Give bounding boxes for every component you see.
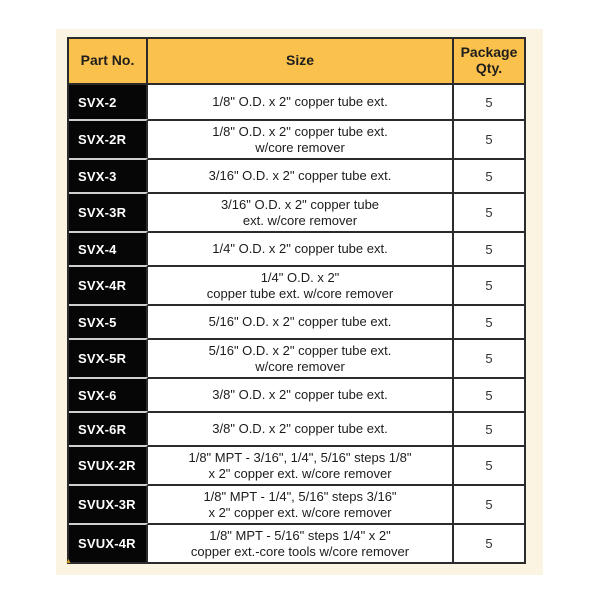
package-qty-cell — [452, 445, 524, 484]
size-cell — [148, 231, 452, 265]
size-text-line: 1/8" O.D. x 2" copper tube ext. — [212, 94, 388, 110]
package-qty-text: 5 — [485, 94, 493, 110]
table-header-row — [69, 39, 524, 85]
part-no-text: SVUX-2R — [78, 458, 136, 473]
part-no-cell — [69, 304, 148, 338]
package-qty-text: 5 — [485, 132, 493, 147]
table-row — [69, 265, 524, 304]
size-cell — [148, 484, 452, 523]
part-no-cell — [69, 192, 148, 231]
part-no-cell — [69, 85, 148, 119]
size-text-line: 3/8" O.D. x 2" copper tube ext. — [212, 421, 388, 437]
part-no-cell — [69, 119, 148, 158]
package-qty-cell — [452, 484, 524, 523]
header-part-no — [69, 39, 148, 83]
parts-table — [67, 37, 526, 564]
package-qty-text: 5 — [485, 205, 493, 220]
size-text-line: 3/8" O.D. x 2" copper tube ext. — [212, 387, 388, 403]
table-row — [69, 192, 524, 231]
package-qty-cell — [452, 231, 524, 265]
part-no-text: SVX-5R — [78, 351, 127, 366]
package-qty-cell — [452, 304, 524, 338]
part-no-cell — [69, 484, 148, 523]
size-text-line: 1/8" MPT - 3/16", 1/4", 5/16" steps 1/8" — [188, 449, 412, 465]
part-no-cell — [69, 377, 148, 411]
part-no-cell — [69, 523, 148, 562]
table-row — [69, 411, 524, 445]
part-no-text: SVUX-4R — [78, 536, 136, 551]
part-no-text: SVX-4R — [78, 278, 127, 293]
size-text-line: 5/16" O.D. x 2" copper tube ext. — [208, 314, 392, 330]
package-qty-text: 5 — [485, 168, 493, 184]
part-no-text: SVUX-3R — [78, 497, 136, 512]
part-no-text: SVX-5 — [78, 314, 117, 330]
header-size-label: Size — [285, 52, 314, 69]
package-qty-cell — [452, 119, 524, 158]
header-package-qty — [452, 39, 524, 83]
package-qty-cell — [452, 523, 524, 562]
package-qty-text: 5 — [485, 278, 493, 293]
package-qty-text: 5 — [485, 536, 493, 551]
size-text-line: copper ext.-core tools w/core remover — [190, 543, 410, 559]
size-text-line: 3/16" O.D. x 2" copper tube — [220, 196, 380, 212]
part-no-text: SVX-2 — [78, 94, 117, 110]
part-no-text: SVX-4 — [78, 241, 117, 257]
table-row — [69, 231, 524, 265]
table-row — [69, 484, 524, 523]
package-qty-cell — [452, 265, 524, 304]
size-cell — [148, 445, 452, 484]
part-no-text: SVX-6 — [78, 387, 117, 403]
package-qty-text: 5 — [485, 497, 493, 512]
package-qty-cell — [452, 85, 524, 119]
package-qty-text: 5 — [485, 421, 493, 437]
header-part-no-label: Part No. — [80, 52, 135, 69]
size-text-line: 1/4" O.D. x 2" — [260, 269, 340, 285]
size-text-line: ext. w/core remover — [242, 212, 358, 228]
table-row — [69, 523, 524, 562]
package-qty-text: 5 — [485, 314, 493, 330]
package-qty-cell — [452, 411, 524, 445]
size-cell — [148, 377, 452, 411]
table-row — [69, 119, 524, 158]
table-row — [69, 304, 524, 338]
table-row — [69, 338, 524, 377]
size-text-line: 1/4" O.D. x 2" copper tube ext. — [212, 241, 388, 257]
part-no-cell — [69, 445, 148, 484]
part-no-text: SVX-3R — [78, 205, 127, 220]
size-text-line: w/core remover — [255, 358, 345, 374]
size-cell — [148, 265, 452, 304]
size-text-line: 5/16" O.D. x 2" copper tube ext. — [208, 342, 392, 358]
part-no-text: SVX-3 — [78, 168, 117, 184]
size-cell — [148, 192, 452, 231]
size-text-line: 1/8" MPT - 5/16" steps 1/4" x 2" — [209, 527, 391, 543]
part-no-text: SVX-2R — [78, 132, 127, 147]
package-qty-text: 5 — [485, 458, 493, 473]
size-cell — [148, 523, 452, 562]
part-no-cell — [69, 231, 148, 265]
package-qty-text: 5 — [485, 387, 493, 403]
caret-icon: ▲ — [65, 558, 72, 565]
size-cell — [148, 158, 452, 192]
table-row — [69, 377, 524, 411]
size-text-line: x 2" copper ext. w/core remover — [208, 504, 392, 520]
size-text-line: 3/16" O.D. x 2" copper tube ext. — [208, 168, 392, 184]
part-no-cell — [69, 265, 148, 304]
package-qty-cell — [452, 377, 524, 411]
package-qty-cell — [452, 158, 524, 192]
table-row — [69, 445, 524, 484]
table-row — [69, 85, 524, 119]
package-qty-text: 5 — [485, 351, 493, 366]
size-text-line: 1/8" MPT - 1/4", 5/16" steps 3/16" — [203, 488, 397, 504]
size-text-line: w/core remover — [255, 139, 345, 155]
size-cell — [148, 85, 452, 119]
table-row — [69, 158, 524, 192]
package-qty-cell — [452, 338, 524, 377]
table-body — [69, 85, 524, 562]
package-qty-cell — [452, 192, 524, 231]
size-text-line: x 2" copper ext. w/core remover — [208, 465, 392, 481]
part-no-cell — [69, 338, 148, 377]
size-text-line: 1/8" O.D. x 2" copper tube ext. — [212, 123, 388, 139]
size-cell — [148, 119, 452, 158]
part-no-text: SVX-6R — [78, 421, 127, 437]
size-text-line: copper tube ext. w/core remover — [206, 285, 394, 301]
size-cell — [148, 411, 452, 445]
package-qty-text: 5 — [485, 241, 493, 257]
header-package-qty-label: Package Qty. — [460, 44, 518, 76]
size-cell — [148, 304, 452, 338]
part-no-cell — [69, 411, 148, 445]
header-size — [148, 39, 452, 83]
part-no-cell — [69, 158, 148, 192]
size-cell — [148, 338, 452, 377]
